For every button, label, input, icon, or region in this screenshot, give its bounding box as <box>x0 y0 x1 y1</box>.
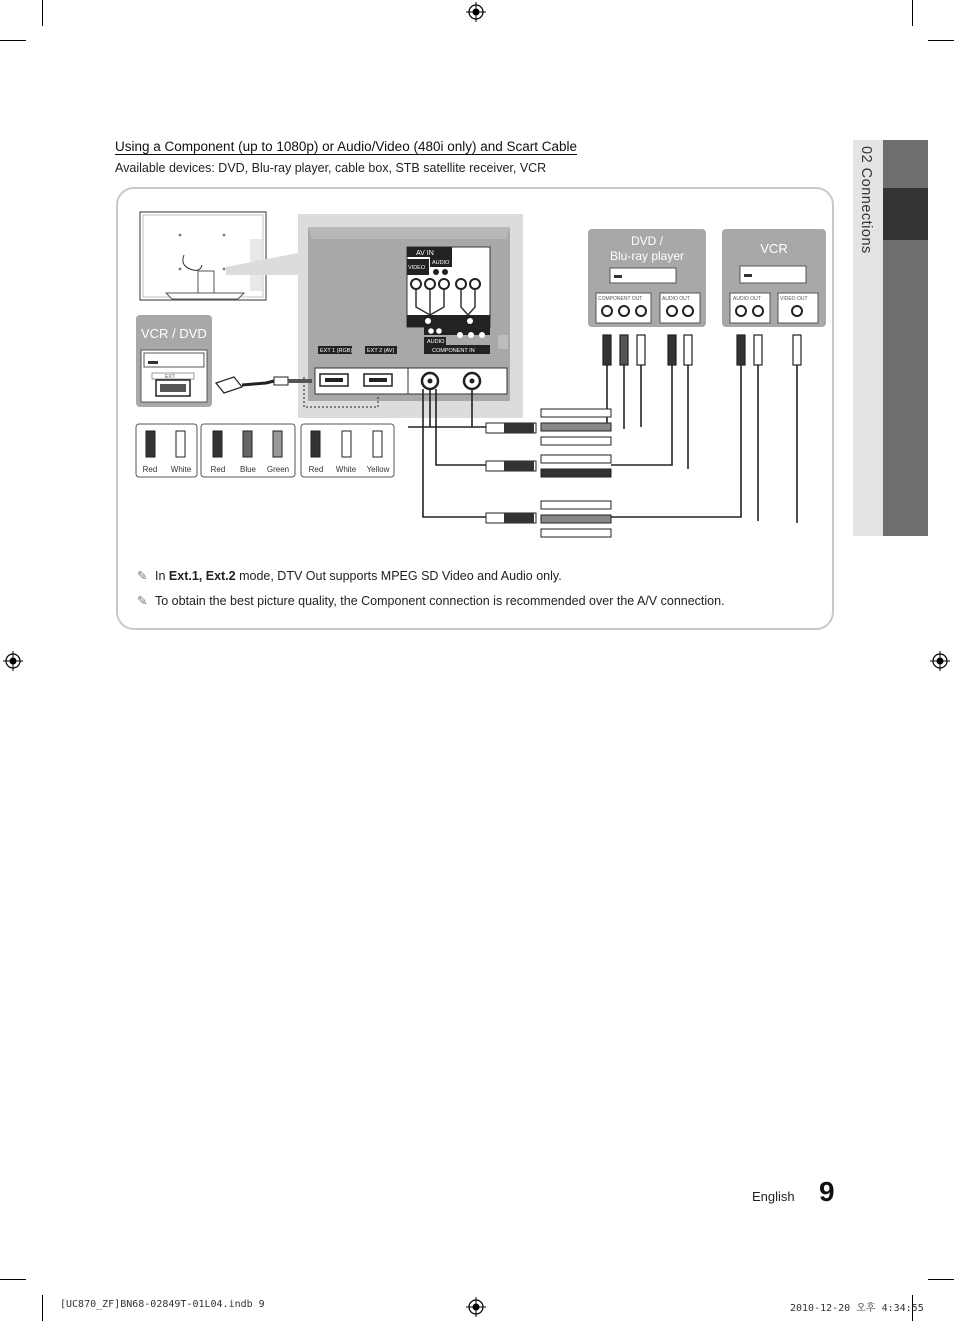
dvd-audio-out-label: AUDIO OUT <box>662 296 690 302</box>
cable-label-blue: Blue <box>239 465 257 474</box>
dvd-component-out-label: COMPONENT OUT <box>598 296 643 302</box>
cable-label-green: Green <box>266 465 290 474</box>
dvd-label: DVD / <box>630 234 664 248</box>
vcr-audio-out-label: AUDIO OUT <box>733 296 761 302</box>
audio-label-2: AUDIO <box>427 339 445 345</box>
available-devices-text: Available devices: DVD, Blu-ray player, cable box, STB satellite receiver, VCR <box>115 161 547 175</box>
page-number: 9 <box>819 1176 835 1207</box>
cable-label-white: White <box>335 465 357 474</box>
video-label: VIDEO <box>408 265 426 271</box>
note-pencil-icon: ✎ <box>137 594 148 608</box>
note-ext-mode: ✎ In Ext.1, Ext.2 mode, DTV Out supports MPEG SD Video and Audio only. <box>137 569 562 583</box>
ext-port-label: EXT <box>165 374 175 380</box>
tv-back-illustration <box>140 212 266 300</box>
cable-label-red: Red <box>308 465 324 474</box>
crop-mark <box>928 1279 954 1280</box>
vcr-dvd-label: VCR / DVD <box>141 326 207 341</box>
registration-mark-icon <box>466 1297 486 1317</box>
vcr-device <box>722 229 826 327</box>
component-in-label: COMPONENT IN <box>432 348 475 354</box>
ext1-label: EXT 1 (RGB) <box>320 348 353 354</box>
registration-mark-icon <box>930 651 950 671</box>
section-heading: Using a Component (up to 1080p) or Audio/Video (480i only) and Scart Cable <box>115 139 578 154</box>
cable-label-red: Red <box>142 465 158 474</box>
crop-mark <box>42 0 43 26</box>
registration-mark-icon <box>466 2 486 22</box>
chapter-label: 02 Connections <box>858 146 874 254</box>
vcr-label: VCR <box>760 241 788 256</box>
cable-label-yellow: Yellow <box>366 465 390 474</box>
registration-mark-icon <box>3 651 23 671</box>
crop-mark <box>42 1295 43 1321</box>
crop-mark <box>912 0 913 26</box>
scart-cable <box>216 377 312 393</box>
crop-mark <box>0 40 26 41</box>
bluray-label: Blu-ray player <box>609 249 685 263</box>
cable-legend <box>136 424 394 477</box>
cable-label-red: Red <box>210 465 226 474</box>
vcr-video-out-label: VIDEO OUT <box>780 296 808 302</box>
ext2-label: EXT 2 (AV) <box>367 348 395 354</box>
audio-label: AUDIO <box>432 260 450 266</box>
device-plugs <box>603 335 801 365</box>
cable-label-white: White <box>170 465 192 474</box>
vcr-dvd-device <box>136 315 212 407</box>
av-in-label: AV IN <box>416 250 434 257</box>
print-timestamp: 2010-12-20 오후 4:34:55 <box>790 1303 924 1314</box>
note-component-recommended: ✎ To obtain the best picture quality, the Component connection is recommended over the A/V connection. <box>137 594 725 608</box>
note-pencil-icon: ✎ <box>137 569 148 583</box>
tv-panel-zoom <box>298 214 523 418</box>
connection-diagram <box>116 187 834 630</box>
chapter-tab-marker <box>883 188 928 240</box>
file-info: [UC870_ZF]BN68-02849T-01L04.indb 9 <box>60 1299 265 1310</box>
crop-mark <box>928 40 954 41</box>
crop-mark <box>0 1279 26 1280</box>
cable-bundles <box>486 409 611 537</box>
dvd-bluray-device <box>588 229 706 327</box>
language-label: English <box>752 1189 795 1204</box>
